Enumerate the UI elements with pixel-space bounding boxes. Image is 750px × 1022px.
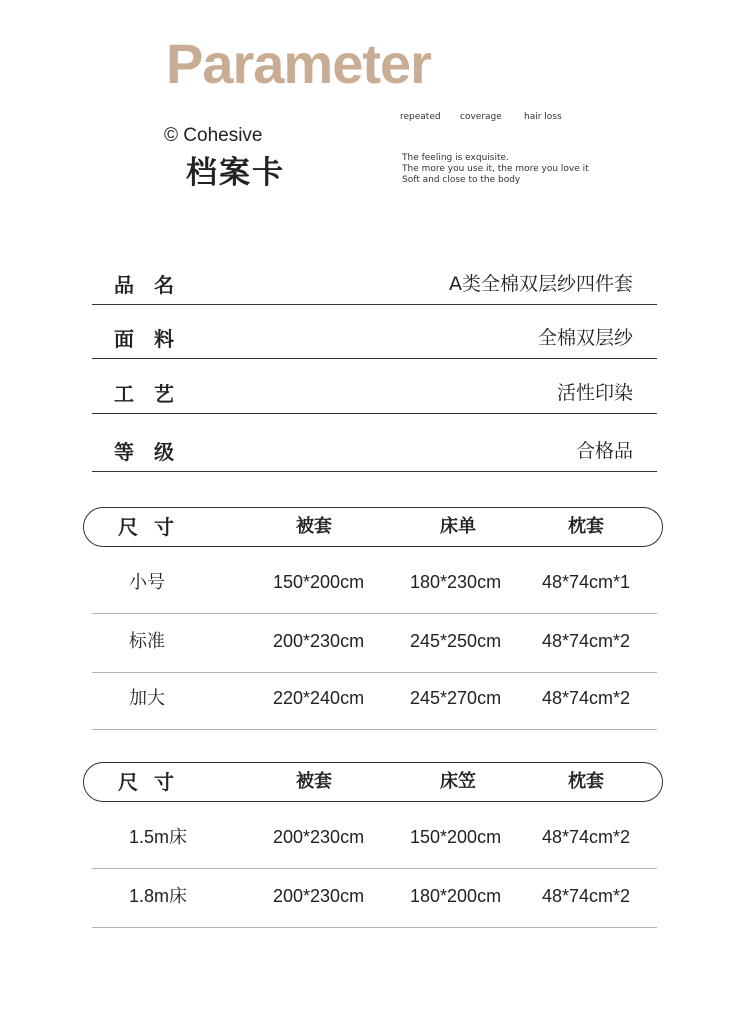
info-row-grade — [92, 421, 657, 472]
row-size: 标准 — [129, 631, 165, 651]
info-row-process — [92, 363, 657, 414]
header-duvet-cover: 被套 — [296, 516, 332, 537]
size-table-header — [83, 762, 663, 802]
tag-coverage: coverage — [460, 112, 502, 122]
tagline-line: The feeling is exquisite. — [402, 153, 509, 163]
cell-fitted-sheet: 150*200cm — [410, 827, 502, 847]
cell-duvet-cover: 200*230cm — [273, 631, 365, 651]
cell-pillowcase: 48*74cm*1 — [542, 572, 631, 592]
cell-bed-sheet: 245*270cm — [410, 688, 502, 708]
row-size: 1.5m床 — [129, 827, 188, 847]
tag-repeated: repeated — [400, 112, 441, 122]
row-size: 1.8m床 — [129, 886, 188, 906]
cell-bed-sheet: 245*250cm — [410, 631, 502, 651]
row-size: 小号 — [129, 572, 165, 592]
tagline-line: The more you use it, the more you love it — [402, 164, 589, 174]
tagline — [402, 153, 589, 186]
header-fitted-sheet: 床笠 — [440, 771, 476, 792]
cell-duvet-cover: 150*200cm — [273, 572, 365, 592]
info-label: 品名 — [114, 273, 194, 297]
table-row — [92, 671, 657, 730]
cell-fitted-sheet: 180*200cm — [410, 886, 502, 906]
info-value: 合格品 — [575, 440, 633, 462]
cell-pillowcase: 48*74cm*2 — [542, 688, 631, 708]
cell-bed-sheet: 180*230cm — [410, 572, 502, 592]
header-pillowcase: 枕套 — [568, 771, 604, 792]
header-pillowcase: 枕套 — [568, 516, 604, 537]
info-label: 面料 — [114, 327, 194, 351]
cell-duvet-cover: 200*230cm — [273, 886, 365, 906]
brand-name: © Cohesive — [164, 125, 263, 146]
info-value: 全棉双层纱 — [537, 327, 633, 349]
header-bed-sheet: 床单 — [440, 516, 476, 537]
table-row — [92, 555, 657, 614]
info-label: 工艺 — [114, 382, 194, 406]
info-value: A类全棉双层纱四件套 — [449, 273, 633, 295]
info-row-fabric — [92, 308, 657, 359]
tagline-line: Soft and close to the body — [402, 175, 521, 185]
size-table-header — [83, 507, 663, 547]
info-label: 等级 — [114, 440, 194, 464]
table-row — [92, 614, 657, 673]
cell-pillowcase: 48*74cm*2 — [542, 827, 631, 847]
cell-duvet-cover: 220*240cm — [273, 688, 365, 708]
header-size: 尺寸 — [118, 770, 190, 794]
info-row-product-name — [92, 254, 657, 305]
table-row — [92, 869, 657, 928]
page-title: Parameter — [166, 32, 431, 95]
header-duvet-cover: 被套 — [296, 771, 332, 792]
row-size: 加大 — [129, 688, 165, 708]
info-value: 活性印染 — [556, 382, 633, 404]
cell-pillowcase: 48*74cm*2 — [542, 631, 631, 651]
cell-pillowcase: 48*74cm*2 — [542, 886, 631, 906]
tag-hair-loss: hair loss — [524, 112, 562, 122]
header-size: 尺寸 — [118, 515, 190, 539]
table-row — [92, 810, 657, 869]
card-title: 档案卡 — [186, 155, 285, 191]
cell-duvet-cover: 200*230cm — [273, 827, 365, 847]
